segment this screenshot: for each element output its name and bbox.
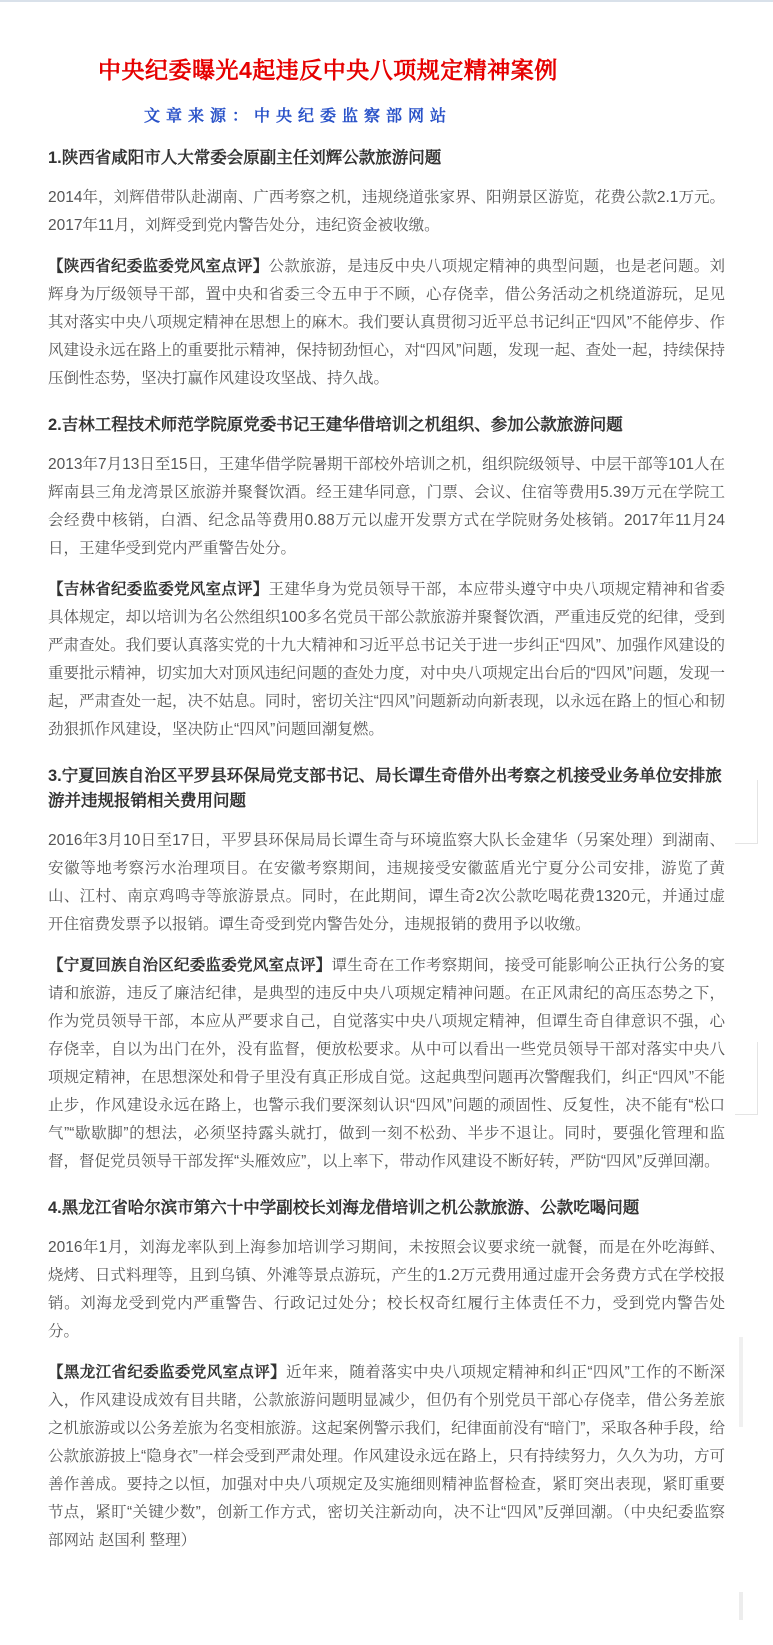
article-content [0,55,773,1585]
case-4-comment [48,1359,725,1555]
case-2-heading: 2.吉林工程技术师范学院原党委书记王建华借培训之机组织、参加公款旅游问题 [48,416,623,434]
case-3-comment-text: 谭生奇在工作考察期间，接受可能影响公正执行公务的宴请和旅游，违反了廉洁纪律，是典型的违反中央八项规定精神问题。在正风肃纪的高压态势之下，作为党员领导干部，本应从严要求自己，自觉落实中央八项规定精神，但谭生奇自律意识不强，心存侥幸，自以为出门在外，没有监督，便放松要求。从中可以看出一些党员领导干部对落实中央八项规定精神，在思想深处和骨子里没有真正形成自觉。这起典型问题再次警醒我们，纠正“四风”不能止步，作风建设永远在路上，也警示我们要深刻认识“四风”问题的顽固性、反复性，决不能有“松口气”“歇歇脚”的想法，必须坚持露头就打，做到一刻不松劲、半步不退让。同时，要强化管理和监督，督促党员领导干部发挥“头雁效应”，以上率下，带动作风建设不断好转，严防“四风”反弹回潮。 [48,957,725,1170]
case-2-comment-text: 王建华身为党员领导干部，本应带头遵守中央八项规定精神和省委具体规定，却以培训为名公然组织100多名党员干部公款旅游并聚餐饮酒，严重违反党的纪律，受到严肃查处。我们要认真落实党的十九大精神和习近平总书记关于进一步纠正“四风”、加强作风建设的重要批示精神，切实加大对顶风违纪问题的查处力度，对中央八项规定出台后的“四风”问题，发现一起，严肃查处一起，决不姑息。同时，密切关注“四风”问题新动向新表现，以永远在路上的恒心和韧劲狠抓作风建设，坚决防止“四风”问题回潮复燃。 [48,581,725,738]
case-2-comment [48,576,725,744]
case-1-comment [48,253,725,393]
article-source: 文章来源：中央纪委监察部网站 [144,106,453,125]
case-3-comment [48,952,725,1176]
case-3-comment-label: 【宁夏回族自治区纪委监委党风室点评】 [48,957,332,974]
case-1-comment-label: 【陕西省纪委监委党风室点评】 [48,258,269,275]
case-2-body: 2013年7月13日至15日，王建华借学院暑期干部校外培训之机，组织院级领导、中层干部等101人在辉南县三角龙湾景区旅游并聚餐饮酒。经王建华同意，门票、会议、住宿等费用5.39万元在学院工会经费中核销，白酒、纪念品等费用0.88万元以虚开发票方式在学院财务处核销。2017年11月24日，王建华受到党内严重警告处分。 [48,456,725,557]
case-section-3 [48,764,725,1176]
case-section-1 [48,146,725,393]
right-edge-border-artifact [739,1592,743,1620]
case-section-4 [48,1196,725,1555]
case-4-comment-text: 近年来，随着落实中央八项规定精神和纠正“四风”工作的不断深入，作风建设成效有目共睹，公款旅游问题明显减少，但仍有个别党员干部心存侥幸，借公务差旅之机旅游或以公务差旅为名变相旅游。这起案例警示我们，纪律面前没有“暗门”，采取各种手段，给公款旅游披上“隐身衣”一样会受到严肃处理。作风建设永远在路上，只有持续努力，久久为功，方可善作善成。要持之以恒，加强对中央八项规定及实施细则精神监督检查，紧盯突出表现，紧盯重要节点，紧盯“关键少数”，创新工作方式，密切关注新动向，决不让“四风”反弹回潮。（中央纪委监察部网站 赵国利 整理） [48,1364,725,1549]
article-title: 中央纪委曝光4起违反中央八项规定精神案例 [98,57,558,83]
case-2-comment-label: 【吉林省纪委监委党风室点评】 [48,581,269,598]
case-4-heading: 4.黑龙江省哈尔滨市第六十中学副校长刘海龙借培训之机公款旅游、公款吃喝问题 [48,1199,640,1217]
case-3-heading: 3.宁夏回族自治区平罗县环保局党支部书记、局长谭生奇借外出考察之机接受业务单位安排旅游并违规报销相关费用问题 [48,767,722,810]
case-4-body: 2016年1月，刘海龙率队到上海参加培训学习期间，未按照会议要求统一就餐，而是在外吃海鲜、烧烤、日式料理等，且到乌镇、外滩等景点游玩，产生的1.2万元费用通过虚开会务费方式在学校报销。刘海龙受到党内严重警告、行政记过处分；校长权奇红履行主体责任不力，受到党内警告处分。 [48,1239,725,1340]
case-1-body: 2014年，刘辉借带队赴湖南、广西考察之机，违规绕道张家界、阳朔景区游览，花费公款2.1万元。2017年11月，刘辉受到党内警告处分，违纪资金被收缴。 [48,189,725,234]
case-1-comment-text: 公款旅游，是违反中央八项规定精神的典型问题，也是老问题。刘辉身为厅级领导干部，置中央和省委三令五申于不顾，心存侥幸，借公务活动之机绕道游玩，足见其对落实中央八项规定精神在思想上的麻木。我们要认真贯彻习近平总书记纠正“四风”不能停步、作风建设永远在路上的重要批示精神，保持韧劲恒心，对“四风”问题，发现一起、查处一起，持续保持压倒性态势，坚决打赢作风建设攻坚战、持久战。 [48,258,725,387]
case-4-comment-label: 【黑龙江省纪委监委党风室点评】 [48,1364,286,1381]
case-1-heading: 1.陕西省咸阳市人大常委会原副主任刘辉公款旅游问题 [48,149,442,167]
case-section-2 [48,413,725,744]
case-3-body: 2016年3月10日至17日，平罗县环保局局长谭生奇与环境监察大队长金建华（另案处理）到湖南、安徽等地考察污水治理项目。在安徽考察期间，违规接受安徽蓝盾光宁夏分公司安排，游览了黄山、江村、南京鸡鸣寺等旅游景点。同时，在此期间，谭生奇2次公款吃喝花费1320元，并通过虚开住宿费发票予以报销。谭生奇受到党内警告处分，违规报销的费用予以收缴。 [48,832,725,933]
